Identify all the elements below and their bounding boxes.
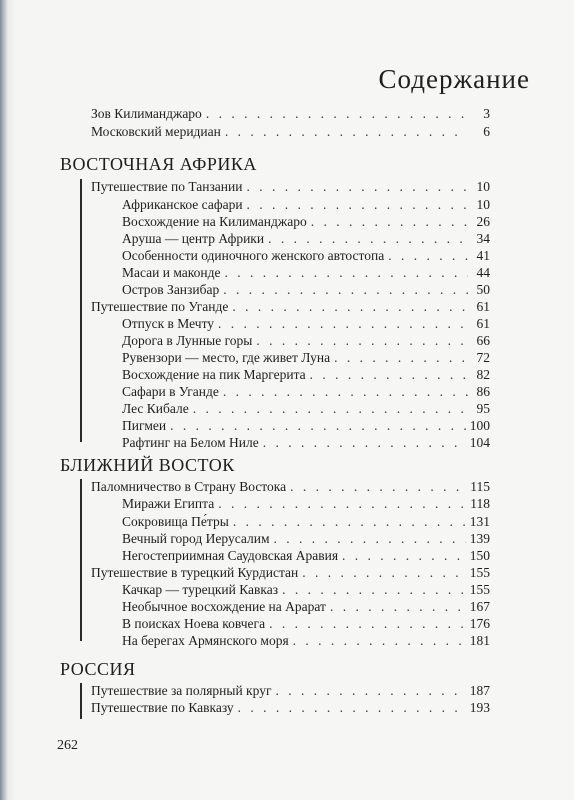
page-number: 262 xyxy=(57,738,78,753)
toc-entry-page: 61 xyxy=(476,299,490,314)
toc-entry-label: Масаи и маконде xyxy=(122,265,221,280)
toc-entry-label: Сафари в Уганде xyxy=(122,384,219,399)
toc-entry[interactable] xyxy=(122,264,490,282)
toc-entry-page: 82 xyxy=(476,367,490,382)
toc-entry-label: В поисках Ноева ковчега xyxy=(122,616,266,631)
toc-entry[interactable] xyxy=(91,105,490,123)
toc-entry-label: Паломничество в Страну Востока xyxy=(91,479,287,494)
toc-entry-label: Негостеприимная Саудовская Аравия xyxy=(122,548,339,563)
toc-entry-page: 155 xyxy=(469,582,490,597)
toc-entry[interactable] xyxy=(122,400,490,418)
toc-entry-page: 6 xyxy=(483,124,490,139)
page-title: Содержание xyxy=(378,64,530,94)
toc-entry-page: 193 xyxy=(469,700,490,715)
leader-dots xyxy=(218,495,466,513)
leader-dots xyxy=(274,530,466,548)
toc-entry-label: Аруша — центр Африки xyxy=(122,231,265,246)
toc-entry-page: 10 xyxy=(476,179,490,194)
toc-group-entry[interactable] xyxy=(91,682,490,700)
toc-entry-page: 187 xyxy=(469,683,490,698)
toc-group-entry[interactable] xyxy=(91,178,490,196)
leader-dots xyxy=(290,478,466,496)
toc-entry[interactable] xyxy=(122,615,490,633)
leader-dots xyxy=(310,366,468,384)
toc-entry[interactable] xyxy=(122,383,490,401)
toc-entry-label: Остров Занзибар xyxy=(122,282,220,297)
toc-entry-label: Восхождение на Килиманджаро xyxy=(122,214,307,229)
toc-entry-page: 155 xyxy=(469,565,490,580)
leader-dots xyxy=(293,632,466,650)
toc-entry[interactable] xyxy=(122,598,490,616)
toc-group-entry[interactable] xyxy=(91,699,490,717)
toc-entry[interactable] xyxy=(122,581,490,599)
leader-dots xyxy=(334,349,468,367)
toc-entry-page: 26 xyxy=(476,214,490,229)
toc-entry-page: 118 xyxy=(470,496,490,511)
toc-entry-page: 44 xyxy=(476,265,490,280)
toc-entry-label: Пигмеи xyxy=(122,418,167,433)
toc-entry-label: Зов Килиманджаро xyxy=(91,106,202,121)
toc-entry[interactable] xyxy=(122,315,490,333)
leader-dots xyxy=(223,383,468,401)
leader-dots xyxy=(233,513,466,531)
toc-entry[interactable] xyxy=(122,547,490,565)
section-rule xyxy=(80,683,82,719)
toc-entry-label: Путешествие в турецкий Курдистан xyxy=(91,565,299,580)
toc-entry[interactable] xyxy=(122,332,490,350)
leader-dots xyxy=(246,178,468,196)
toc-entry[interactable] xyxy=(91,123,490,141)
leader-dots xyxy=(388,247,468,265)
toc-entry-label: Африканское сафари xyxy=(122,197,243,212)
leader-dots xyxy=(342,547,466,565)
toc-entry-label: Отпуск в Мечту xyxy=(122,316,215,331)
toc-entry-label: Лес Кибале xyxy=(122,401,189,416)
toc-entry[interactable] xyxy=(122,247,490,265)
toc-entry-page: 41 xyxy=(476,248,490,263)
toc-group-entry[interactable] xyxy=(91,564,490,582)
toc-entry[interactable] xyxy=(122,366,490,384)
toc-entry[interactable] xyxy=(122,530,490,548)
toc-entry[interactable] xyxy=(122,632,490,650)
toc-entry[interactable] xyxy=(122,434,490,452)
leader-dots xyxy=(232,298,468,316)
leader-dots xyxy=(263,434,466,452)
toc-entry[interactable] xyxy=(122,281,490,299)
leader-dots xyxy=(247,196,468,214)
toc-entry-label: Миражи Египта xyxy=(122,496,215,511)
toc-entry-page: 50 xyxy=(476,282,490,297)
leader-dots xyxy=(330,598,466,616)
leader-dots xyxy=(269,615,466,633)
leader-dots xyxy=(275,682,465,700)
toc-entry-label: Сокровища Пе́тры xyxy=(122,514,229,529)
toc-entry[interactable] xyxy=(122,213,490,231)
toc-entry-page: 95 xyxy=(476,401,490,416)
section-heading: РОССИЯ xyxy=(60,659,136,679)
toc-entry-label: На берегах Армянского моря xyxy=(122,633,289,648)
leader-dots xyxy=(193,400,468,418)
leader-dots xyxy=(268,230,468,248)
toc-entry-label: Особенности одиночного женского автостопа xyxy=(122,248,385,263)
leader-dots xyxy=(170,417,466,435)
toc-entry-page: 150 xyxy=(469,548,490,563)
toc-entry-page: 34 xyxy=(476,231,490,246)
leader-dots xyxy=(311,213,468,231)
toc-entry-page: 131 xyxy=(469,514,490,529)
toc-entry-page: 167 xyxy=(469,599,490,614)
toc-entry-page: 139 xyxy=(469,531,490,546)
toc-entry-page: 66 xyxy=(476,333,490,348)
toc-entry[interactable] xyxy=(122,196,490,214)
toc-entry-page: 10 xyxy=(476,197,490,212)
toc-entry-label: Путешествие по Танзании xyxy=(91,179,243,194)
toc-entry-label: Вечный город Иерусалим xyxy=(122,531,270,546)
leader-dots xyxy=(302,564,466,582)
leader-dots xyxy=(256,332,468,350)
section-heading: ВОСТОЧНАЯ АФРИКА xyxy=(60,154,257,174)
toc-entry[interactable] xyxy=(122,513,490,531)
toc-entry-label: Дорога в Лунные горы xyxy=(122,333,253,348)
leader-dots xyxy=(238,699,466,717)
section-rule xyxy=(80,179,82,442)
toc-entry-page: 104 xyxy=(469,435,490,450)
toc-entry-page: 86 xyxy=(476,384,490,399)
toc-entry-page: 3 xyxy=(483,106,490,121)
toc-entry[interactable] xyxy=(122,230,490,248)
leader-dots xyxy=(225,123,468,141)
leader-dots xyxy=(206,105,468,123)
toc-entry[interactable] xyxy=(122,495,490,513)
toc-entry-label: Восхождение на пик Маргерита xyxy=(122,367,306,382)
toc-entry-label: Путешествие по Уганде xyxy=(91,299,229,314)
toc-entry-label: Рафтинг на Белом Ниле xyxy=(122,435,259,450)
toc-entry[interactable] xyxy=(122,417,490,435)
toc-group-entry[interactable] xyxy=(91,478,490,496)
toc-entry-label: Качкар — турецкий Кавказ xyxy=(122,582,279,597)
toc-entry-label: Необычное восхождение на Арарат xyxy=(122,599,326,614)
leader-dots xyxy=(218,315,468,333)
toc-entry-page: 61 xyxy=(476,316,490,331)
leader-dots xyxy=(282,581,466,599)
toc-entry-label: Московский меридиан xyxy=(91,124,221,139)
toc-entry-label: Рувензори — место, где живет Луна xyxy=(122,350,331,365)
toc-entry-page: 115 xyxy=(470,479,490,494)
toc-entry-label: Путешествие по Кавказу xyxy=(91,700,234,715)
leader-dots xyxy=(223,281,468,299)
leader-dots xyxy=(225,264,469,282)
section-heading: БЛИЖНИЙ ВОСТОК xyxy=(60,455,235,475)
section-rule xyxy=(80,479,82,641)
toc-entry-page: 181 xyxy=(469,633,490,648)
toc-entry-page: 176 xyxy=(469,616,490,631)
toc-entry-page: 100 xyxy=(469,418,490,433)
toc-entry-page: 72 xyxy=(476,350,490,365)
toc-group-entry[interactable] xyxy=(91,298,490,316)
toc-entry-label: Путешествие за полярный круг xyxy=(91,683,272,698)
toc-entry[interactable] xyxy=(122,349,490,367)
